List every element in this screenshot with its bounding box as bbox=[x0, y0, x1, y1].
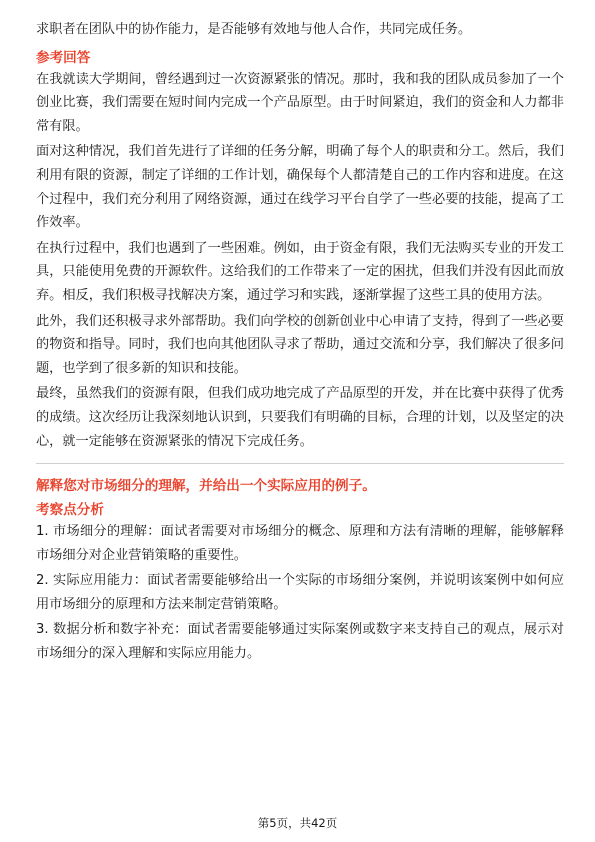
reference-answer-heading: 参考回答 bbox=[36, 49, 91, 66]
analysis-point: 1. 市场细分的理解：面试者需要对市场细分的概念、原理和方法有清晰的理解，能够解释市场细分对企业营销策略的重要性。 bbox=[36, 524, 564, 563]
section-divider bbox=[36, 463, 564, 464]
answer-paragraph: 面对这种情况，我们首先进行了详细的任务分解，明确了每个人的职责和分工。然后，我们利用有限的资源，制定了详细的工作计划，确保每个人都清楚自己的工作内容和进度。在这个过程中，我们充分利用了网络资源，通过在线学习平台自学了一些必要的技能，提高了工作效率。 bbox=[36, 144, 564, 231]
analysis-heading: 考察点分析 bbox=[36, 502, 104, 519]
answer-paragraph: 在执行过程中，我们也遇到了一些困难。例如，由于资金有限，我们无法购买专业的开发工具，只能使用免费的开源软件。这给我们的工作带来了一定的困扰，但我们并没有因此而放弃。相反，我们积极寻找解决方案，通过学习和实践，逐渐掌握了这些工具的使用方法。 bbox=[36, 240, 564, 303]
answer-paragraph: 在我就读大学期间，曾经遇到过一次资源紧张的情况。那时，我和我的团队成员参加了一个创业比赛，我们需要在短时间内完成一个产品原型。由于时间紧迫，我们的资金和人力都非常有限。 bbox=[36, 71, 564, 134]
page-number: 第5页，共42页 bbox=[257, 816, 338, 830]
question-heading: 解释您对市场细分的理解，并给出一个实际应用的例子。 bbox=[36, 478, 376, 495]
analysis-point: 2. 实际应用能力：面试者需要能够给出一个实际的市场细分案例，并说明该案例中如何应用市场细分的原理和方法来制定营销策略。 bbox=[36, 573, 564, 612]
answer-paragraph: 此外，我们还积极寻求外部帮助。我们向学校的创新创业中心申请了支持，得到了一些必要的物资和指导。同时，我们也向其他团队寻求了帮助，通过交流和分享，我们解决了很多问题，也学到了很多新的知识和技能。 bbox=[36, 313, 564, 376]
answer-paragraph: 最终，虽然我们的资源有限，但我们成功地完成了产品原型的开发，并在比赛中获得了优秀的成绩。这次经历让我深刻地认识到，只要我们有明确的目标，合理的计划，以及坚定的决心，就一定能够在资源紧张的情况下完成任务。 bbox=[36, 386, 564, 449]
analysis-point: 3. 数据分析和数字补充：面试者需要能够通过实际案例或数字来支持自己的观点，展示对市场细分的深入理解和实际应用能力。 bbox=[36, 622, 564, 662]
intro-line: 求职者在团队中的协作能力，是否能够有效地与他人合作，共同完成任务。 bbox=[36, 22, 472, 37]
document-page bbox=[36, 18, 564, 668]
